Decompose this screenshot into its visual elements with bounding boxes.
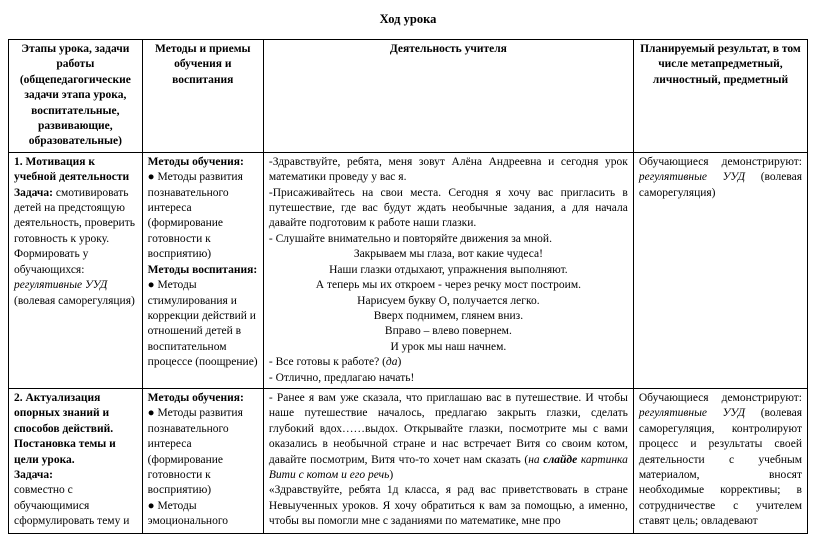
poem-line: Вверх поднимем, глянем вниз.: [373, 309, 524, 322]
stage-task: [14, 186, 137, 248]
method-item: ● Методы развития познавательного интереса (формирование готовности к восприятию): [147, 407, 243, 497]
result-lead: Обучающиеся демонстрируют:: [638, 391, 802, 404]
cell-teacher-activity: [263, 388, 633, 533]
poem-line: Закрываем мы глаза, вот какие чудеса!: [353, 248, 543, 261]
teacher-line: - Слушайте внимательно и повторяйте движения за мной.: [268, 232, 552, 245]
teacher-paragraph: «Здравствуйте, ребята 1д класса, я рад вас приветствовать в стране Невыученных уроков. Я хочу обратиться к вам за помощью, а именно, чтобы вы помогли мне с заданиями по математике, мне про: [268, 484, 628, 528]
question-answer: да: [385, 356, 398, 369]
result-text: [639, 391, 802, 530]
cell-stage: [9, 388, 143, 533]
poem-line: Нарисуем букву О, получается легко.: [357, 294, 540, 307]
cell-stage: [9, 152, 143, 388]
result-tail: (волевая саморегуляция): [638, 171, 802, 199]
teacher-line: - Отлично, предлагаю начать!: [268, 371, 415, 384]
slide-picture: картинка Вити с котом и его речь: [268, 453, 628, 481]
result-text: [639, 155, 802, 201]
cell-planned-result: [633, 388, 807, 533]
method-item: ● Методы развития познавательного интереса (формирование готовности к восприятию): [147, 171, 243, 261]
slide-na: на: [528, 453, 540, 466]
stage-title: 1. Мотивация к учебной деятельности: [14, 155, 130, 184]
upbringing-label: Методы воспитания:: [147, 263, 258, 276]
table-row: [9, 388, 808, 533]
lesson-table: [8, 39, 808, 534]
result-uud: регулятивные УУД: [638, 171, 746, 184]
cell-methods: [142, 152, 263, 388]
teacher-line: -Здравствуйте, ребята, меня зовут Алёна Андреевна и сегодня урок математики проведу у вас я.: [268, 155, 628, 184]
cell-teacher-activity: [263, 152, 633, 388]
uud-text: [14, 278, 137, 309]
page-title: Ход урока: [379, 12, 437, 26]
result-uud: регулятивные УУД: [638, 407, 746, 420]
question-close: ): [397, 356, 402, 369]
poem-line: А теперь мы их откроем - через речку мост построим.: [315, 279, 581, 292]
method-item: ● Методы эмоционального: [147, 499, 229, 528]
task-label: Задача:: [14, 186, 53, 199]
methods-label: Методы обучения:: [147, 391, 244, 404]
cell-planned-result: [633, 152, 807, 388]
uud-tail: (волевая саморегуляция): [14, 294, 135, 307]
task-text: смотивировать детей на предстоящую деятельность, проверить готовность к уроку.: [14, 186, 135, 245]
slide-word: слайде: [539, 453, 578, 466]
cell-methods: [142, 388, 263, 533]
header-planned-result: Планируемый результат, в том числе метапредметный, личностный, предметный: [633, 40, 807, 153]
result-tail: (волевая саморегуляция, контролируют процесс и результаты своей деятельности с учебным материалом, вносят необходимые коррективы; в сотрудничестве с учителем ставят цель; овладевают: [638, 407, 802, 528]
task-text: совместно с обучающимися сформулировать тему и: [14, 484, 130, 528]
method-item: ● Методы стимулирования и коррекции действий и отношений детей в воспитательном процессе (поощрение): [147, 279, 258, 369]
question-text: - Все готовы к работе? (: [268, 356, 386, 369]
header-teacher-activity: Деятельность учителя: [263, 40, 633, 153]
form-text: Формировать у обучающихся:: [14, 248, 89, 276]
table-row: [9, 152, 808, 388]
stage-title: 2. Актуализация опорных знаний и способов действий. Постановка темы и цели урока.: [14, 391, 116, 466]
table-header-row: [9, 40, 808, 153]
task-label: Задача:: [14, 468, 53, 481]
teacher-paragraph: [269, 391, 628, 483]
paragraph-text: - Ранее я вам уже сказала, что приглашаю вас в путешествие. И чтобы наше путешествие началось, предлагаю закрыть глазки, сделать глубокий вдох……выдох. Открывайте глазки, посмотрите мы с вами оказались в необычной стране и нас встречает Витя со своим котом, давайте посмотрим, Витя что-то хочет нам сказать (: [268, 391, 628, 466]
poem-line: Вправо – влево повернем.: [384, 325, 512, 338]
poem-line: И урок мы наш начнем.: [390, 340, 507, 353]
poem-line: Наши глазки отдыхают, упражнения выполняют.: [329, 263, 568, 276]
teacher-question: [269, 355, 628, 370]
methods-label: Методы обучения:: [147, 155, 244, 168]
paragraph-close: ): [389, 468, 394, 481]
result-lead: Обучающиеся демонстрируют:: [638, 155, 802, 168]
teacher-line: -Присаживайтесь на свои места. Сегодня я хочу вас пригласить в путешествие, где вас будут ждать необычные задания, а для начала давайте подготовим к работе наши глазки.: [268, 186, 628, 230]
uud-name: регулятивные УУД: [14, 279, 108, 292]
header-methods: Методы и приемы обучения и воспитания: [142, 40, 263, 153]
header-stages: Этапы урока, задачи работы (общепедагогические задачи этапа урока, воспитательные, развивающие, образовательные): [9, 40, 143, 153]
